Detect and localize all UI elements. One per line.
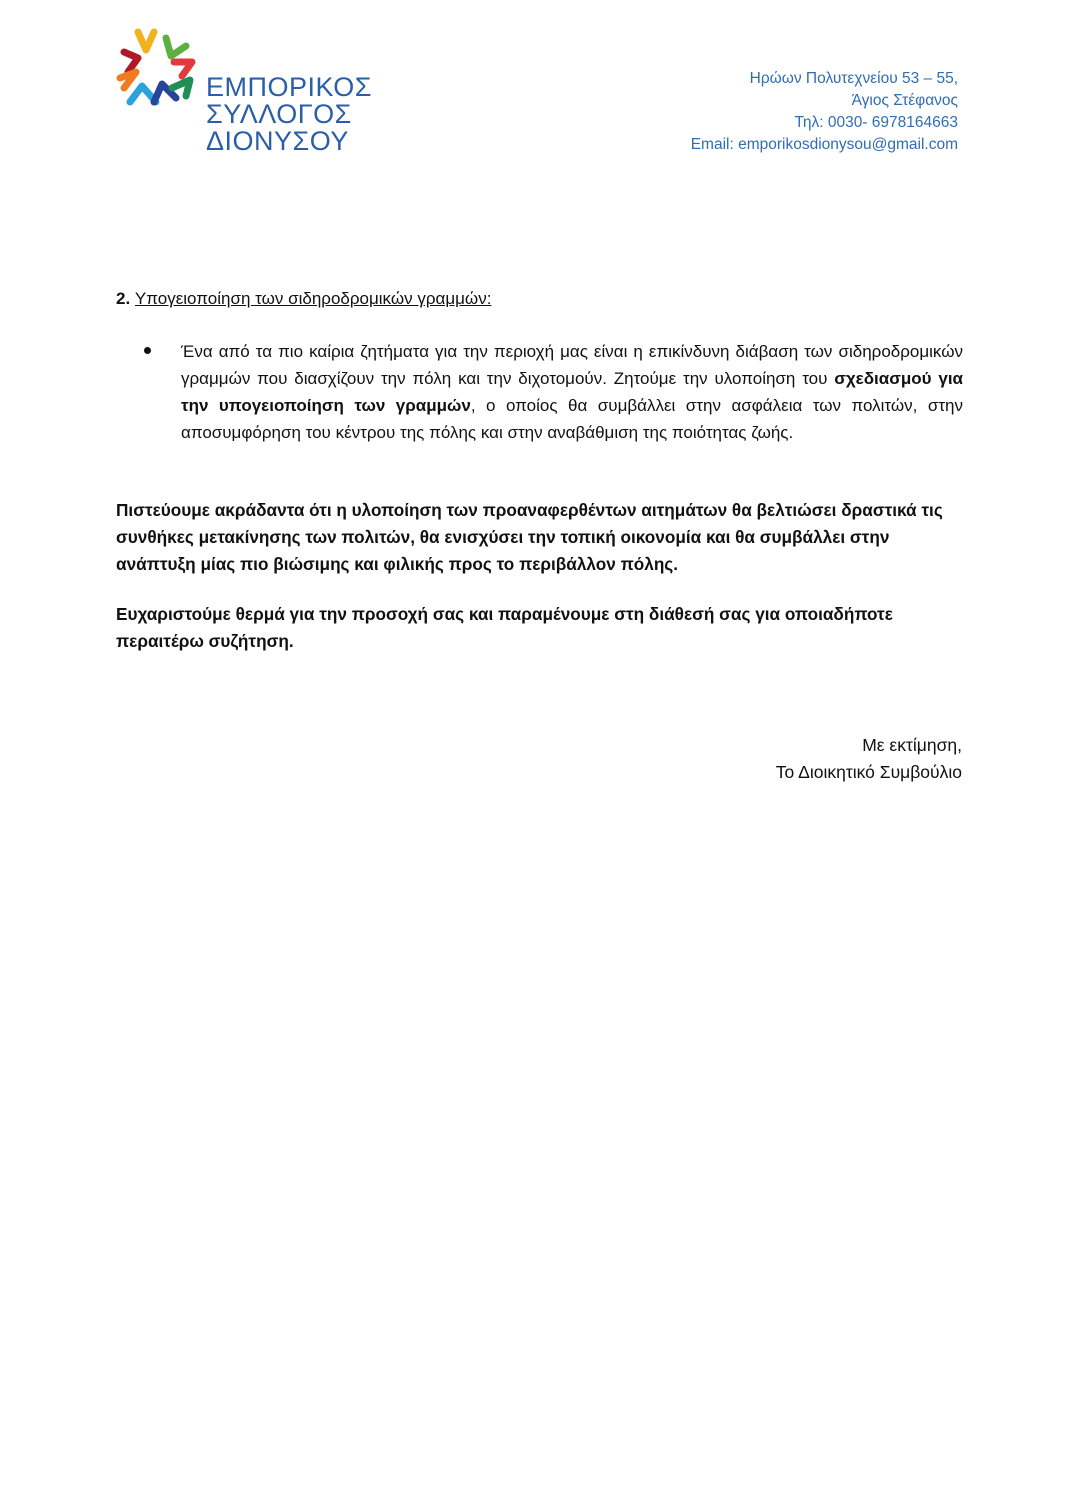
phone-line: Τηλ: 0030- 6978164663 [794, 114, 958, 131]
closing-signature [776, 732, 962, 786]
address-line-2: Άγιος Στέφανος [851, 92, 958, 109]
bullet-text-part-2: , ο οποίος θα συμβάλλει στην ασφάλεια των πολιτών, στην αποσυμφόρηση του κέντρου της πόλης και στην αναβάθμιση της ποιότητας ζωής. [181, 396, 963, 442]
section-title [116, 289, 491, 309]
bullet-text-part-1: Ένα από τα πιο καίρια ζητήματα για την περιοχή μας είναι η επικίνδυνη διάβαση των σιδηροδρομικών γραμμών που διασχίζουν την πόλη και την διχοτομούν. Ζητούμε την υλοποίηση του [181, 342, 963, 388]
closing-signatory: Το Διοικητικό Συμβούλιο [775, 762, 962, 782]
paragraph-thanks: Ευχαριστούμε θερμά για την προσοχή σας και παραμένουμε στη διάθεσή σας για οποιαδήποτε περαιτέρω συζήτηση. [116, 604, 893, 651]
bullet-dot-icon [144, 347, 151, 354]
email-line: Email: emporikosdionysou@gmail.com [690, 136, 958, 153]
logo-line-1: ΕΜΠΟΡΙΚΟΣ [206, 72, 372, 102]
logo-wordmark [206, 74, 372, 155]
closing-salutation: Με εκτίμηση, [862, 735, 962, 755]
section-number: 2. [116, 289, 131, 308]
bullet-text-bold: σχεδιασμού για την υπογειοποίηση των γραμμών [181, 369, 963, 415]
address-line-1: Ηρώων Πολυτεχνείου 53 – 55, [749, 70, 958, 87]
section-heading: Υπογειοποίηση των σιδηροδρομικών γραμμών: [134, 289, 492, 308]
logo-line-3: ΔΙΟΝΥΣΟΥ [206, 126, 349, 156]
logo-mark-icon [116, 28, 208, 120]
contact-block [691, 68, 958, 156]
paragraph-belief: Πιστεύουμε ακράδαντα ότι η υλοποίηση των προαναφερθέντων αιτημάτων θα βελτιώσει δραστικά τις συνθήκες μετακίνησης των πολιτών, θα ενισχύσει την τοπική οικονομία και θα συμβάλλει στην ανάπτυξη μίας πιο βιώσιμης και φιλικής προς το περιβάλλον πόλης. [116, 500, 943, 574]
association-logo [116, 28, 386, 158]
bullet-text [181, 338, 963, 446]
logo-line-2: ΣΥΛΛΟΓΟΣ [206, 99, 352, 129]
